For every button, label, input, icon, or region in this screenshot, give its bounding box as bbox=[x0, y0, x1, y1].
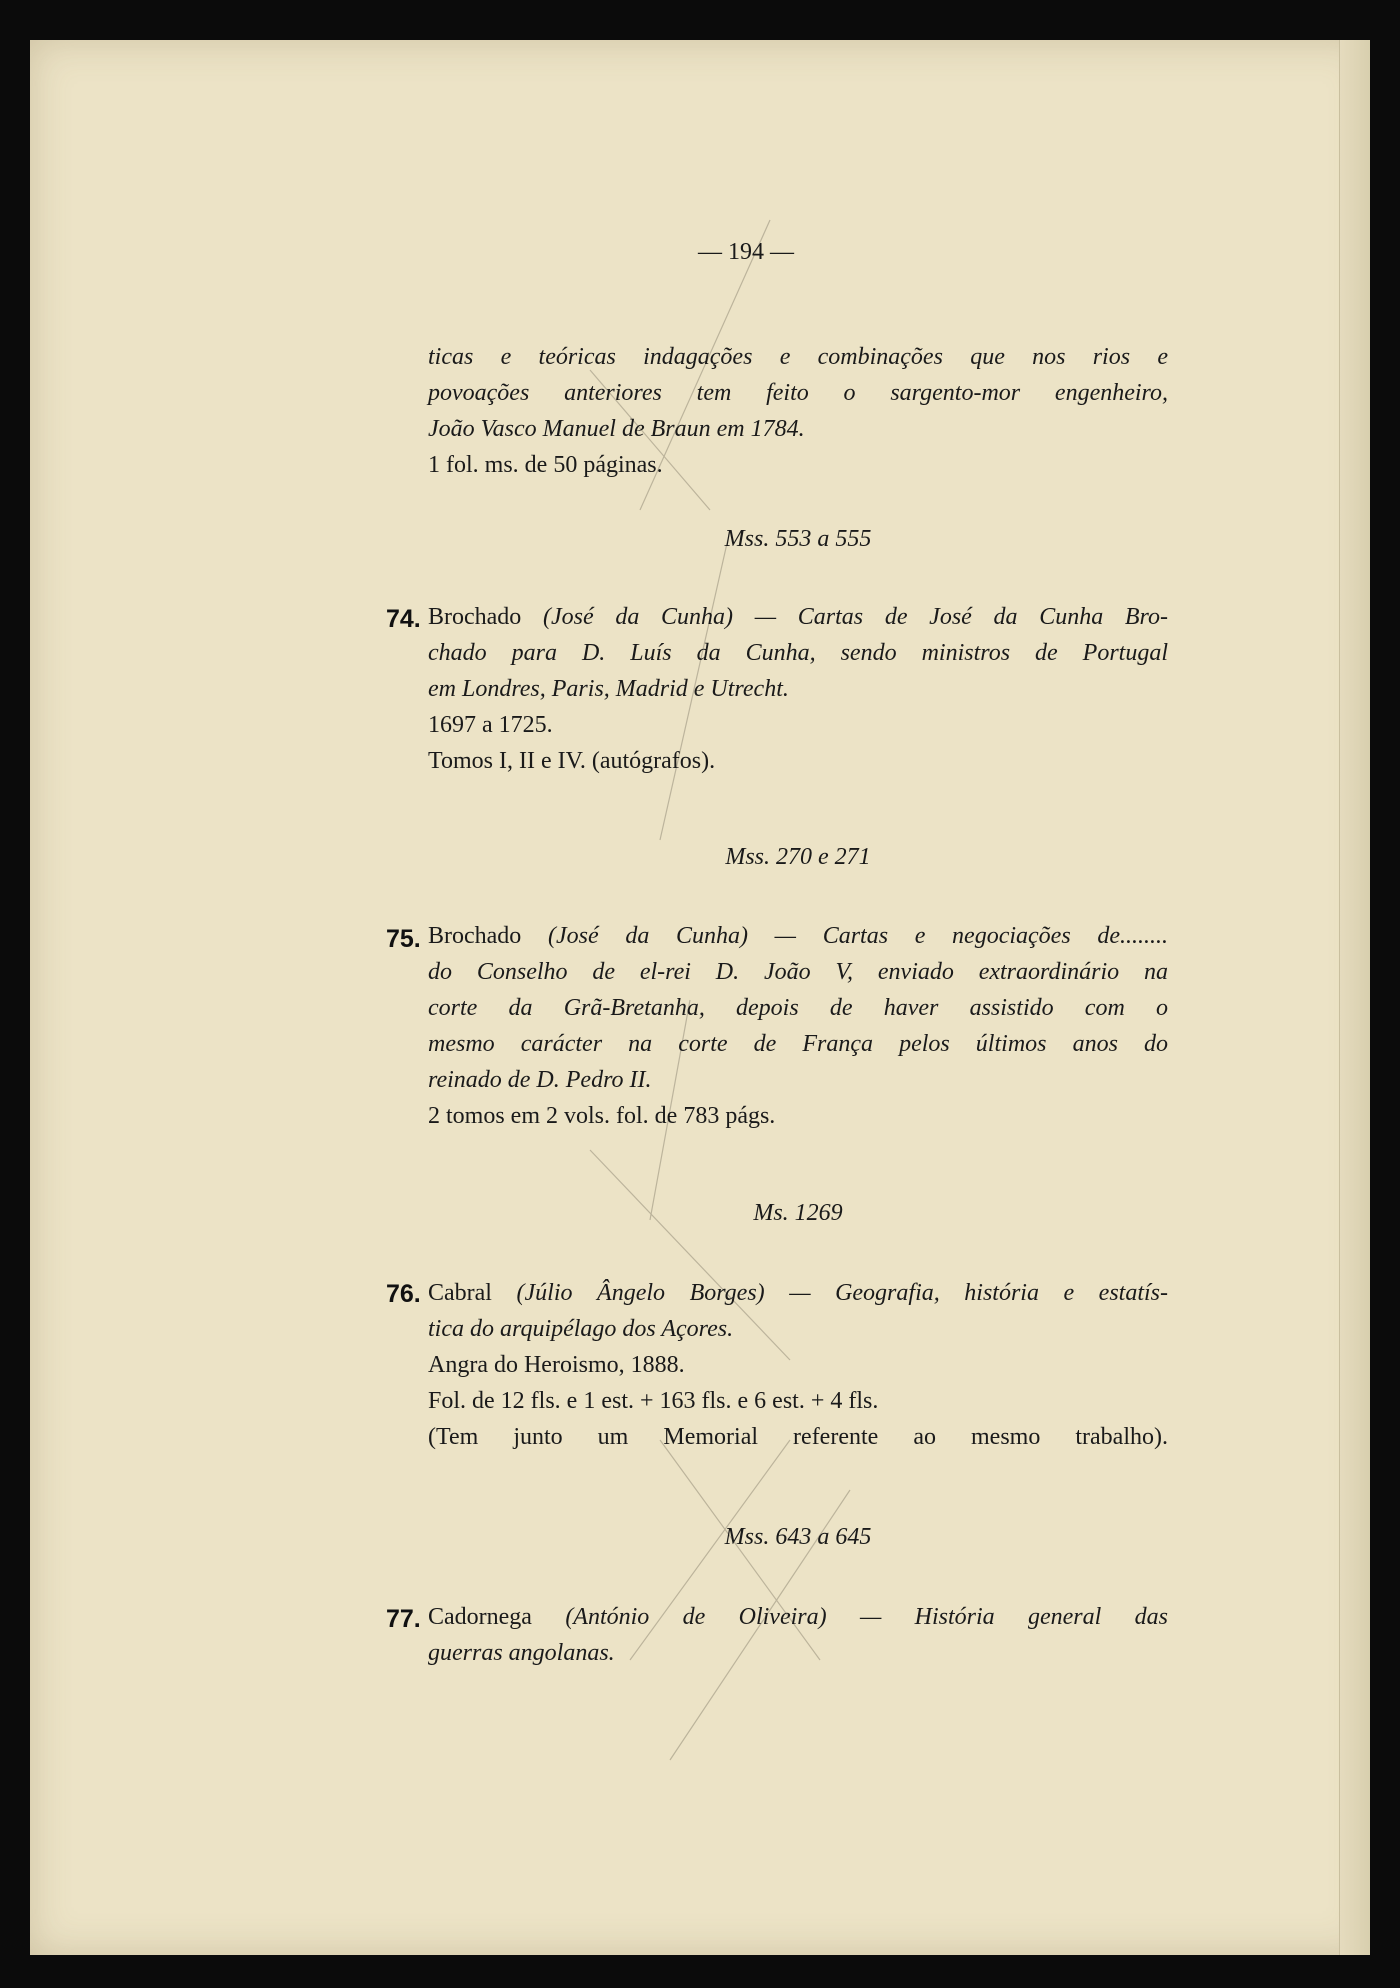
entry-detail: Angra do Heroismo, 1888. bbox=[428, 1352, 685, 1378]
entry-title-line: em Londres, Paris, Madrid e Utrecht. bbox=[428, 676, 789, 702]
entry-author: Cabral bbox=[428, 1280, 492, 1306]
entry-detail: Fol. de 12 fls. e 1 est. + 163 fls. e 6 est. + 4 fls. bbox=[428, 1388, 879, 1414]
entry-detail: Tomos I, II e IV. (autógrafos). bbox=[428, 748, 716, 774]
intro-line: 1 fol. ms. de 50 páginas. bbox=[428, 452, 663, 478]
entry-title-line: chado para D. Luís da Cunha, sendo ministros de Portugal bbox=[428, 640, 1168, 666]
intro-block bbox=[428, 339, 1168, 483]
entry-title: (António de Oliveira) — História general das bbox=[565, 1604, 1168, 1630]
entry-number: 75. bbox=[386, 925, 421, 953]
document-page bbox=[30, 40, 1370, 1955]
entry-number: 74. bbox=[386, 605, 421, 633]
entry-author: Cadornega bbox=[428, 1604, 532, 1630]
entry-title-line: tica do arquipélago dos Açores. bbox=[428, 1316, 734, 1342]
intro-line: ticas e teóricas indagações e combinações que nos rios e bbox=[428, 344, 1168, 370]
next-page-edge bbox=[1339, 40, 1370, 1955]
intro-line: povoações anteriores tem feito o sargento-mor engenheiro, bbox=[428, 380, 1168, 406]
intro-line: João Vasco Manuel de Braun em 1784. bbox=[428, 416, 805, 442]
entry-title-line: do Conselho de el-rei D. João V, enviado extraordinário na bbox=[428, 959, 1168, 985]
entry-detail: (Tem junto um Memorial referente ao mesmo trabalho). bbox=[428, 1424, 1168, 1450]
entry-76 bbox=[428, 1275, 1168, 1455]
shelfmark: Mss. 270 e 271 bbox=[725, 844, 871, 870]
entry-title-line: mesmo carácter na corte de França pelos últimos anos do bbox=[428, 1031, 1168, 1057]
shelfmark: Ms. 1269 bbox=[753, 1200, 843, 1226]
entry-75 bbox=[428, 918, 1168, 1134]
entry-number: 77. bbox=[386, 1605, 421, 1633]
entry-detail: 2 tomos em 2 vols. fol. de 783 págs. bbox=[428, 1103, 776, 1129]
entry-title-line: reinado de D. Pedro II. bbox=[428, 1067, 652, 1093]
shelfmark: Mss. 553 a 555 bbox=[724, 526, 872, 552]
page-number: — 194 — bbox=[698, 239, 794, 265]
entry-title: (Júlio Ângelo Borges) — Geografia, história e estatís- bbox=[516, 1280, 1169, 1306]
entry-77 bbox=[428, 1599, 1168, 1671]
entry-74 bbox=[428, 599, 1168, 779]
shelfmark: Mss. 643 a 645 bbox=[724, 1524, 872, 1550]
entry-title: (José da Cunha) — Cartas de José da Cunha Bro- bbox=[543, 604, 1168, 630]
entry-author: Brochado bbox=[428, 923, 522, 949]
entry-author: Brochado bbox=[428, 604, 522, 630]
entry-detail: 1697 a 1725. bbox=[428, 712, 553, 738]
entry-title-line: corte da Grã-Bretanha, depois de haver assistido com o bbox=[428, 995, 1168, 1021]
entry-number: 76. bbox=[386, 1280, 421, 1308]
entry-title-line: guerras angolanas. bbox=[428, 1640, 615, 1666]
entry-title: (José da Cunha) — Cartas e negociações de........ bbox=[548, 923, 1168, 949]
